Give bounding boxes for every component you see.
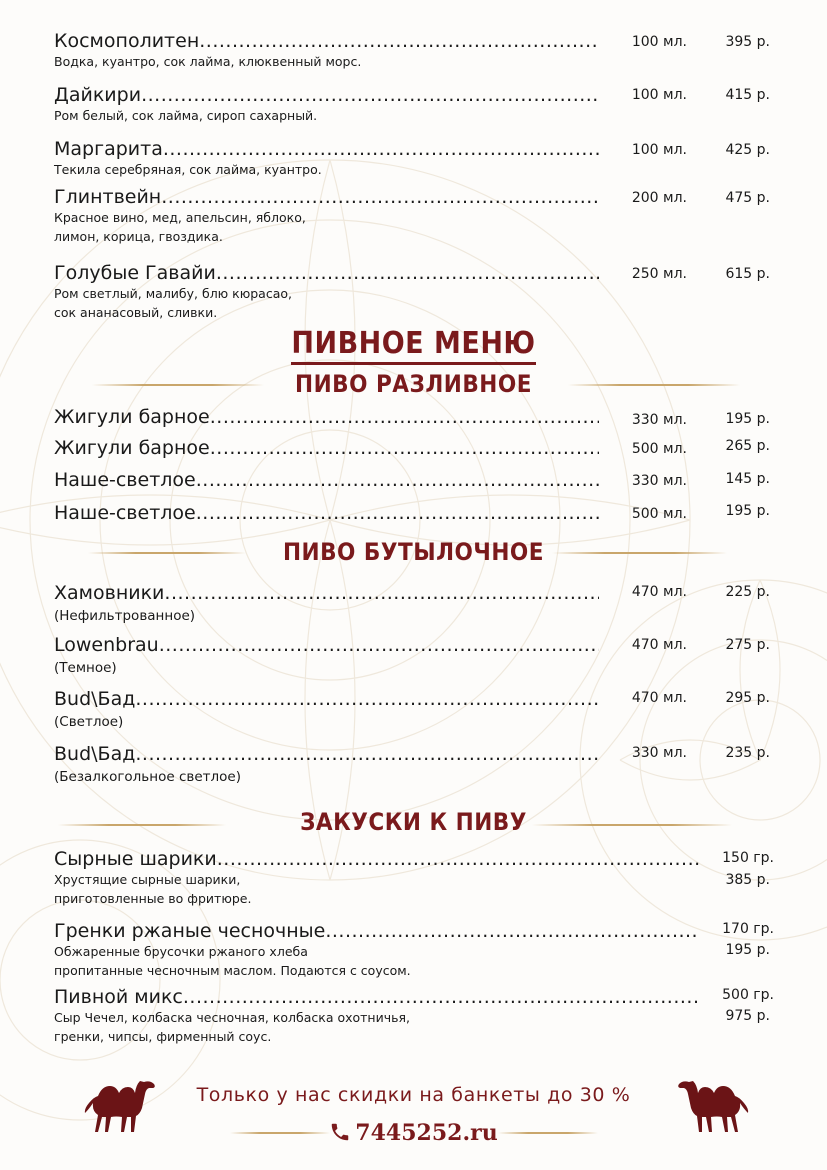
item-name: Гренки ржаные чесночные xyxy=(54,920,326,942)
item-description: Сыр Чечел, колбаска чесночная, колбаска охотничья, xyxy=(54,1010,410,1025)
item-description: пропитанные чесночным маслом. Подаются с соусом. xyxy=(54,963,411,978)
item-name: Жигули барное xyxy=(54,406,210,428)
item-name: Наше-светлое xyxy=(54,469,196,491)
item-volume: 470 мл. xyxy=(631,690,687,706)
menu-item xyxy=(54,30,599,71)
item-price: 475 р. xyxy=(725,190,770,206)
item-volume: 330 мл. xyxy=(631,412,687,428)
phone-icon xyxy=(329,1121,351,1143)
item-price: 975 р. xyxy=(725,1008,770,1024)
item-description: гренки, чипсы, фирменный соус. xyxy=(54,1029,272,1044)
item-description: Ром белый, сок лайма, сироп сахарный. xyxy=(54,108,318,123)
menu-item xyxy=(54,437,599,459)
snacks-title: ЗАКУСКИ К ПИВУ xyxy=(300,808,527,836)
item-description: Обжаренные брусочки ржаного хлеба xyxy=(54,944,308,959)
item-volume: 330 мл. xyxy=(631,745,687,761)
item-name: Дайкири xyxy=(54,84,142,106)
item-description: (Темное) xyxy=(54,660,117,676)
bottled-beer-title: ПИВО БУТЫЛОЧНОЕ xyxy=(282,538,545,566)
item-volume: 500 мл. xyxy=(631,506,687,522)
item-price: 225 р. xyxy=(725,584,770,600)
menu-item xyxy=(54,186,599,246)
item-price: 395 р. xyxy=(725,34,770,50)
menu-item xyxy=(54,138,599,179)
item-description: Водка, куантро, сок лайма, клюквенный морс. xyxy=(54,54,362,69)
item-name: Сырные шарики xyxy=(54,848,217,870)
item-price: 195 р. xyxy=(725,503,770,519)
item-volume: 250 мл. xyxy=(631,266,687,282)
item-name: Bud\Бад xyxy=(54,688,136,710)
item-description: Красное вино, мед, апельсин, яблоко, xyxy=(54,210,306,225)
draft-beer-title: ПИВО РАЗЛИВНОЕ xyxy=(295,370,532,398)
item-price: 275 р. xyxy=(725,637,770,653)
item-volume: 200 мл. xyxy=(631,190,687,206)
menu-item xyxy=(54,920,699,980)
item-description: Хрустящие сырные шарики, xyxy=(54,872,241,887)
item-price: 415 р. xyxy=(725,87,770,103)
item-description: лимон, корица, гвоздика. xyxy=(54,229,223,244)
menu-item xyxy=(54,743,599,786)
item-description: сок ананасовый, сливки. xyxy=(54,305,218,320)
item-description: (Безалкогольное светлое) xyxy=(54,769,241,785)
item-price: 265 р. xyxy=(725,438,770,454)
item-volume: 330 мл. xyxy=(631,473,687,489)
menu-item xyxy=(54,406,599,428)
item-price: 385 р. xyxy=(725,872,770,888)
item-name: Хамовники xyxy=(54,582,165,604)
item-description: Ром светлый, малибу, блю кюрасао, xyxy=(54,286,293,301)
item-name: Маргарита xyxy=(54,138,163,160)
item-name: Жигули барное xyxy=(54,437,210,459)
item-volume: 100 мл. xyxy=(631,142,687,158)
item-volume: 470 мл. xyxy=(631,637,687,653)
item-name: Голубые Гавайи xyxy=(54,262,216,284)
menu-item xyxy=(54,848,699,908)
menu-item xyxy=(54,634,599,677)
phone-text: 7445252.ru xyxy=(355,1120,498,1146)
item-description: (Светлое) xyxy=(54,714,124,730)
item-name: Пивной микс xyxy=(54,986,183,1008)
camel-icon xyxy=(675,1076,757,1134)
item-price: 145 р. xyxy=(725,471,770,487)
menu-item xyxy=(54,986,699,1046)
menu-item xyxy=(54,502,599,524)
item-weight: 170 гр. xyxy=(722,921,774,937)
item-weight: 150 гр. xyxy=(722,850,774,866)
menu-item xyxy=(54,262,599,322)
item-price: 195 р. xyxy=(725,411,770,427)
item-name: Глинтвейн xyxy=(54,186,162,208)
item-description: (Нефильтрованное) xyxy=(54,608,196,624)
item-price: 295 р. xyxy=(725,690,770,706)
item-weight: 500 гр. xyxy=(722,987,774,1003)
beer-menu-title: ПИВНОЕ МЕНЮ xyxy=(0,326,827,361)
item-price: 235 р. xyxy=(725,745,770,761)
item-volume: 100 мл. xyxy=(631,34,687,50)
promo-text: Только у нас скидки на банкеты до 30 % xyxy=(196,1084,631,1106)
item-volume: 100 мл. xyxy=(631,87,687,103)
item-price: 195 р. xyxy=(725,942,770,958)
item-description: приготовленные во фритюре. xyxy=(54,891,252,906)
menu-item xyxy=(54,469,599,491)
item-name: Bud\Бад xyxy=(54,743,136,765)
item-price: 615 р. xyxy=(725,266,770,282)
item-name: Космополитен xyxy=(54,30,200,52)
item-name: Наше-светлое xyxy=(54,502,196,524)
item-volume: 500 мл. xyxy=(631,441,687,457)
menu-item xyxy=(54,688,599,731)
item-description: Текила серебряная, сок лайма, куантро. xyxy=(54,162,322,177)
item-name: Lowenbrau xyxy=(54,634,159,656)
menu-item xyxy=(54,582,599,625)
item-volume: 470 мл. xyxy=(631,584,687,600)
item-price: 425 р. xyxy=(725,142,770,158)
menu-item xyxy=(54,84,599,125)
